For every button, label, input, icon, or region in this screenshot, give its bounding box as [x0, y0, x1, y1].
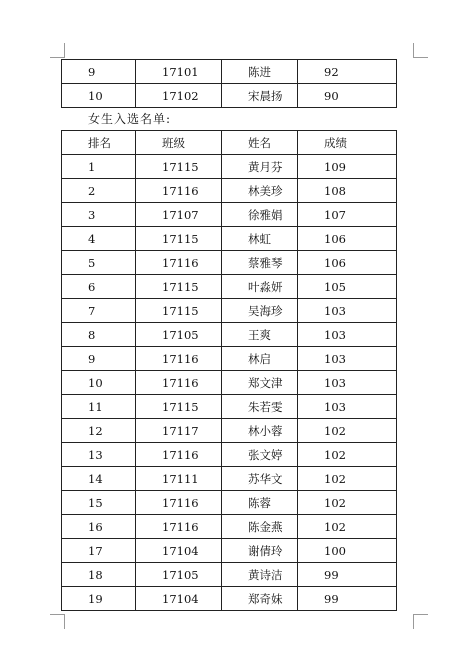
name-cell: 黄月芬: [222, 155, 298, 179]
class-cell: 17115: [136, 299, 222, 323]
class-cell: 17115: [136, 155, 222, 179]
class-cell: 17116: [136, 179, 222, 203]
header-name: 姓名: [222, 131, 298, 155]
score-cell: 102: [298, 419, 397, 443]
table-row: [62, 395, 397, 419]
rank-cell: 19: [62, 587, 136, 611]
name-cell: 陈进: [222, 60, 298, 84]
class-cell: 17115: [136, 275, 222, 299]
rank-cell: 4: [62, 227, 136, 251]
score-cell: 107: [298, 203, 397, 227]
name-cell: 徐雅娟: [222, 203, 298, 227]
class-cell: 17104: [136, 587, 222, 611]
rank-cell: 2: [62, 179, 136, 203]
rank-cell: 16: [62, 515, 136, 539]
score-cell: 108: [298, 179, 397, 203]
score-cell: 106: [298, 227, 397, 251]
rank-cell: 18: [62, 563, 136, 587]
name-cell: 谢倩玲: [222, 539, 298, 563]
class-cell: 17116: [136, 251, 222, 275]
score-cell: 106: [298, 251, 397, 275]
name-cell: 陈金燕: [222, 515, 298, 539]
class-cell: 17105: [136, 323, 222, 347]
score-cell: 102: [298, 443, 397, 467]
table-row: [62, 515, 397, 539]
rank-cell: 10: [62, 371, 136, 395]
rank-cell: 14: [62, 467, 136, 491]
name-cell: 苏华文: [222, 467, 298, 491]
rank-cell: 3: [62, 203, 136, 227]
table-row: [62, 371, 397, 395]
table-row: [62, 467, 397, 491]
table-row: [62, 563, 397, 587]
table-row: [62, 539, 397, 563]
rank-cell: 15: [62, 491, 136, 515]
table-row: [62, 60, 397, 84]
name-cell: 张文婷: [222, 443, 298, 467]
table-header-row: [62, 131, 397, 155]
score-cell: 105: [298, 275, 397, 299]
class-cell: 17116: [136, 347, 222, 371]
name-cell: 朱若雯: [222, 395, 298, 419]
score-cell: 99: [298, 587, 397, 611]
score-cell: 90: [298, 84, 397, 108]
header-score: 成绩: [298, 131, 397, 155]
name-cell: 王爽: [222, 323, 298, 347]
name-cell: 林美珍: [222, 179, 298, 203]
table-row: [62, 299, 397, 323]
class-cell: 17115: [136, 395, 222, 419]
table-row: [62, 443, 397, 467]
name-cell: 林虹: [222, 227, 298, 251]
score-cell: 99: [298, 563, 397, 587]
table-row: [62, 323, 397, 347]
table-row: [62, 347, 397, 371]
name-cell: 宋晨扬: [222, 84, 298, 108]
class-cell: 17101: [136, 60, 222, 84]
class-cell: 17104: [136, 539, 222, 563]
rank-cell: 6: [62, 275, 136, 299]
name-cell: 林启: [222, 347, 298, 371]
score-cell: 92: [298, 60, 397, 84]
table-row: [62, 227, 397, 251]
rank-cell: 9: [62, 60, 136, 84]
header-rank: 排名: [62, 131, 136, 155]
name-cell: 吴海珍: [222, 299, 298, 323]
class-cell: 17117: [136, 419, 222, 443]
page-corner-mark-bottom-right: [413, 614, 428, 629]
table-row: [62, 179, 397, 203]
name-cell: 黄诗洁: [222, 563, 298, 587]
table-row: [62, 419, 397, 443]
class-cell: 17116: [136, 491, 222, 515]
table-row: [62, 251, 397, 275]
score-cell: 103: [298, 347, 397, 371]
header-class: 班级: [136, 131, 222, 155]
class-cell: 17102: [136, 84, 222, 108]
name-cell: 郑文津: [222, 371, 298, 395]
class-cell: 17116: [136, 515, 222, 539]
rank-cell: 11: [62, 395, 136, 419]
girls-list-caption: 女生入选名单:: [88, 112, 172, 126]
name-cell: 陈蓉: [222, 491, 298, 515]
class-cell: 17105: [136, 563, 222, 587]
name-cell: 林小蓉: [222, 419, 298, 443]
class-cell: 17116: [136, 371, 222, 395]
rank-cell: 12: [62, 419, 136, 443]
class-cell: 17107: [136, 203, 222, 227]
score-cell: 103: [298, 395, 397, 419]
rank-cell: 5: [62, 251, 136, 275]
name-cell: 郑奇妹: [222, 587, 298, 611]
score-cell: 102: [298, 467, 397, 491]
rank-cell: 7: [62, 299, 136, 323]
page-corner-mark-bottom-left: [50, 614, 65, 629]
rank-cell: 10: [62, 84, 136, 108]
score-cell: 103: [298, 299, 397, 323]
score-cell: 103: [298, 323, 397, 347]
girls-ranking-table: [61, 130, 397, 611]
name-cell: 叶淼妍: [222, 275, 298, 299]
page-corner-mark-top-right: [413, 43, 428, 58]
name-cell: 蔡雅琴: [222, 251, 298, 275]
table-row: [62, 203, 397, 227]
score-cell: 109: [298, 155, 397, 179]
table-row: [62, 491, 397, 515]
class-cell: 17115: [136, 227, 222, 251]
score-cell: 102: [298, 515, 397, 539]
table-row: [62, 275, 397, 299]
score-cell: 100: [298, 539, 397, 563]
rank-cell: 9: [62, 347, 136, 371]
rank-cell: 1: [62, 155, 136, 179]
table-row: [62, 155, 397, 179]
class-cell: 17111: [136, 467, 222, 491]
table-row: [62, 587, 397, 611]
score-cell: 102: [298, 491, 397, 515]
score-cell: 103: [298, 371, 397, 395]
rank-cell: 13: [62, 443, 136, 467]
page-corner-mark-top-left: [50, 43, 65, 58]
continued-ranking-table: [61, 59, 397, 108]
class-cell: 17116: [136, 443, 222, 467]
rank-cell: 17: [62, 539, 136, 563]
rank-cell: 8: [62, 323, 136, 347]
table-row: [62, 84, 397, 108]
